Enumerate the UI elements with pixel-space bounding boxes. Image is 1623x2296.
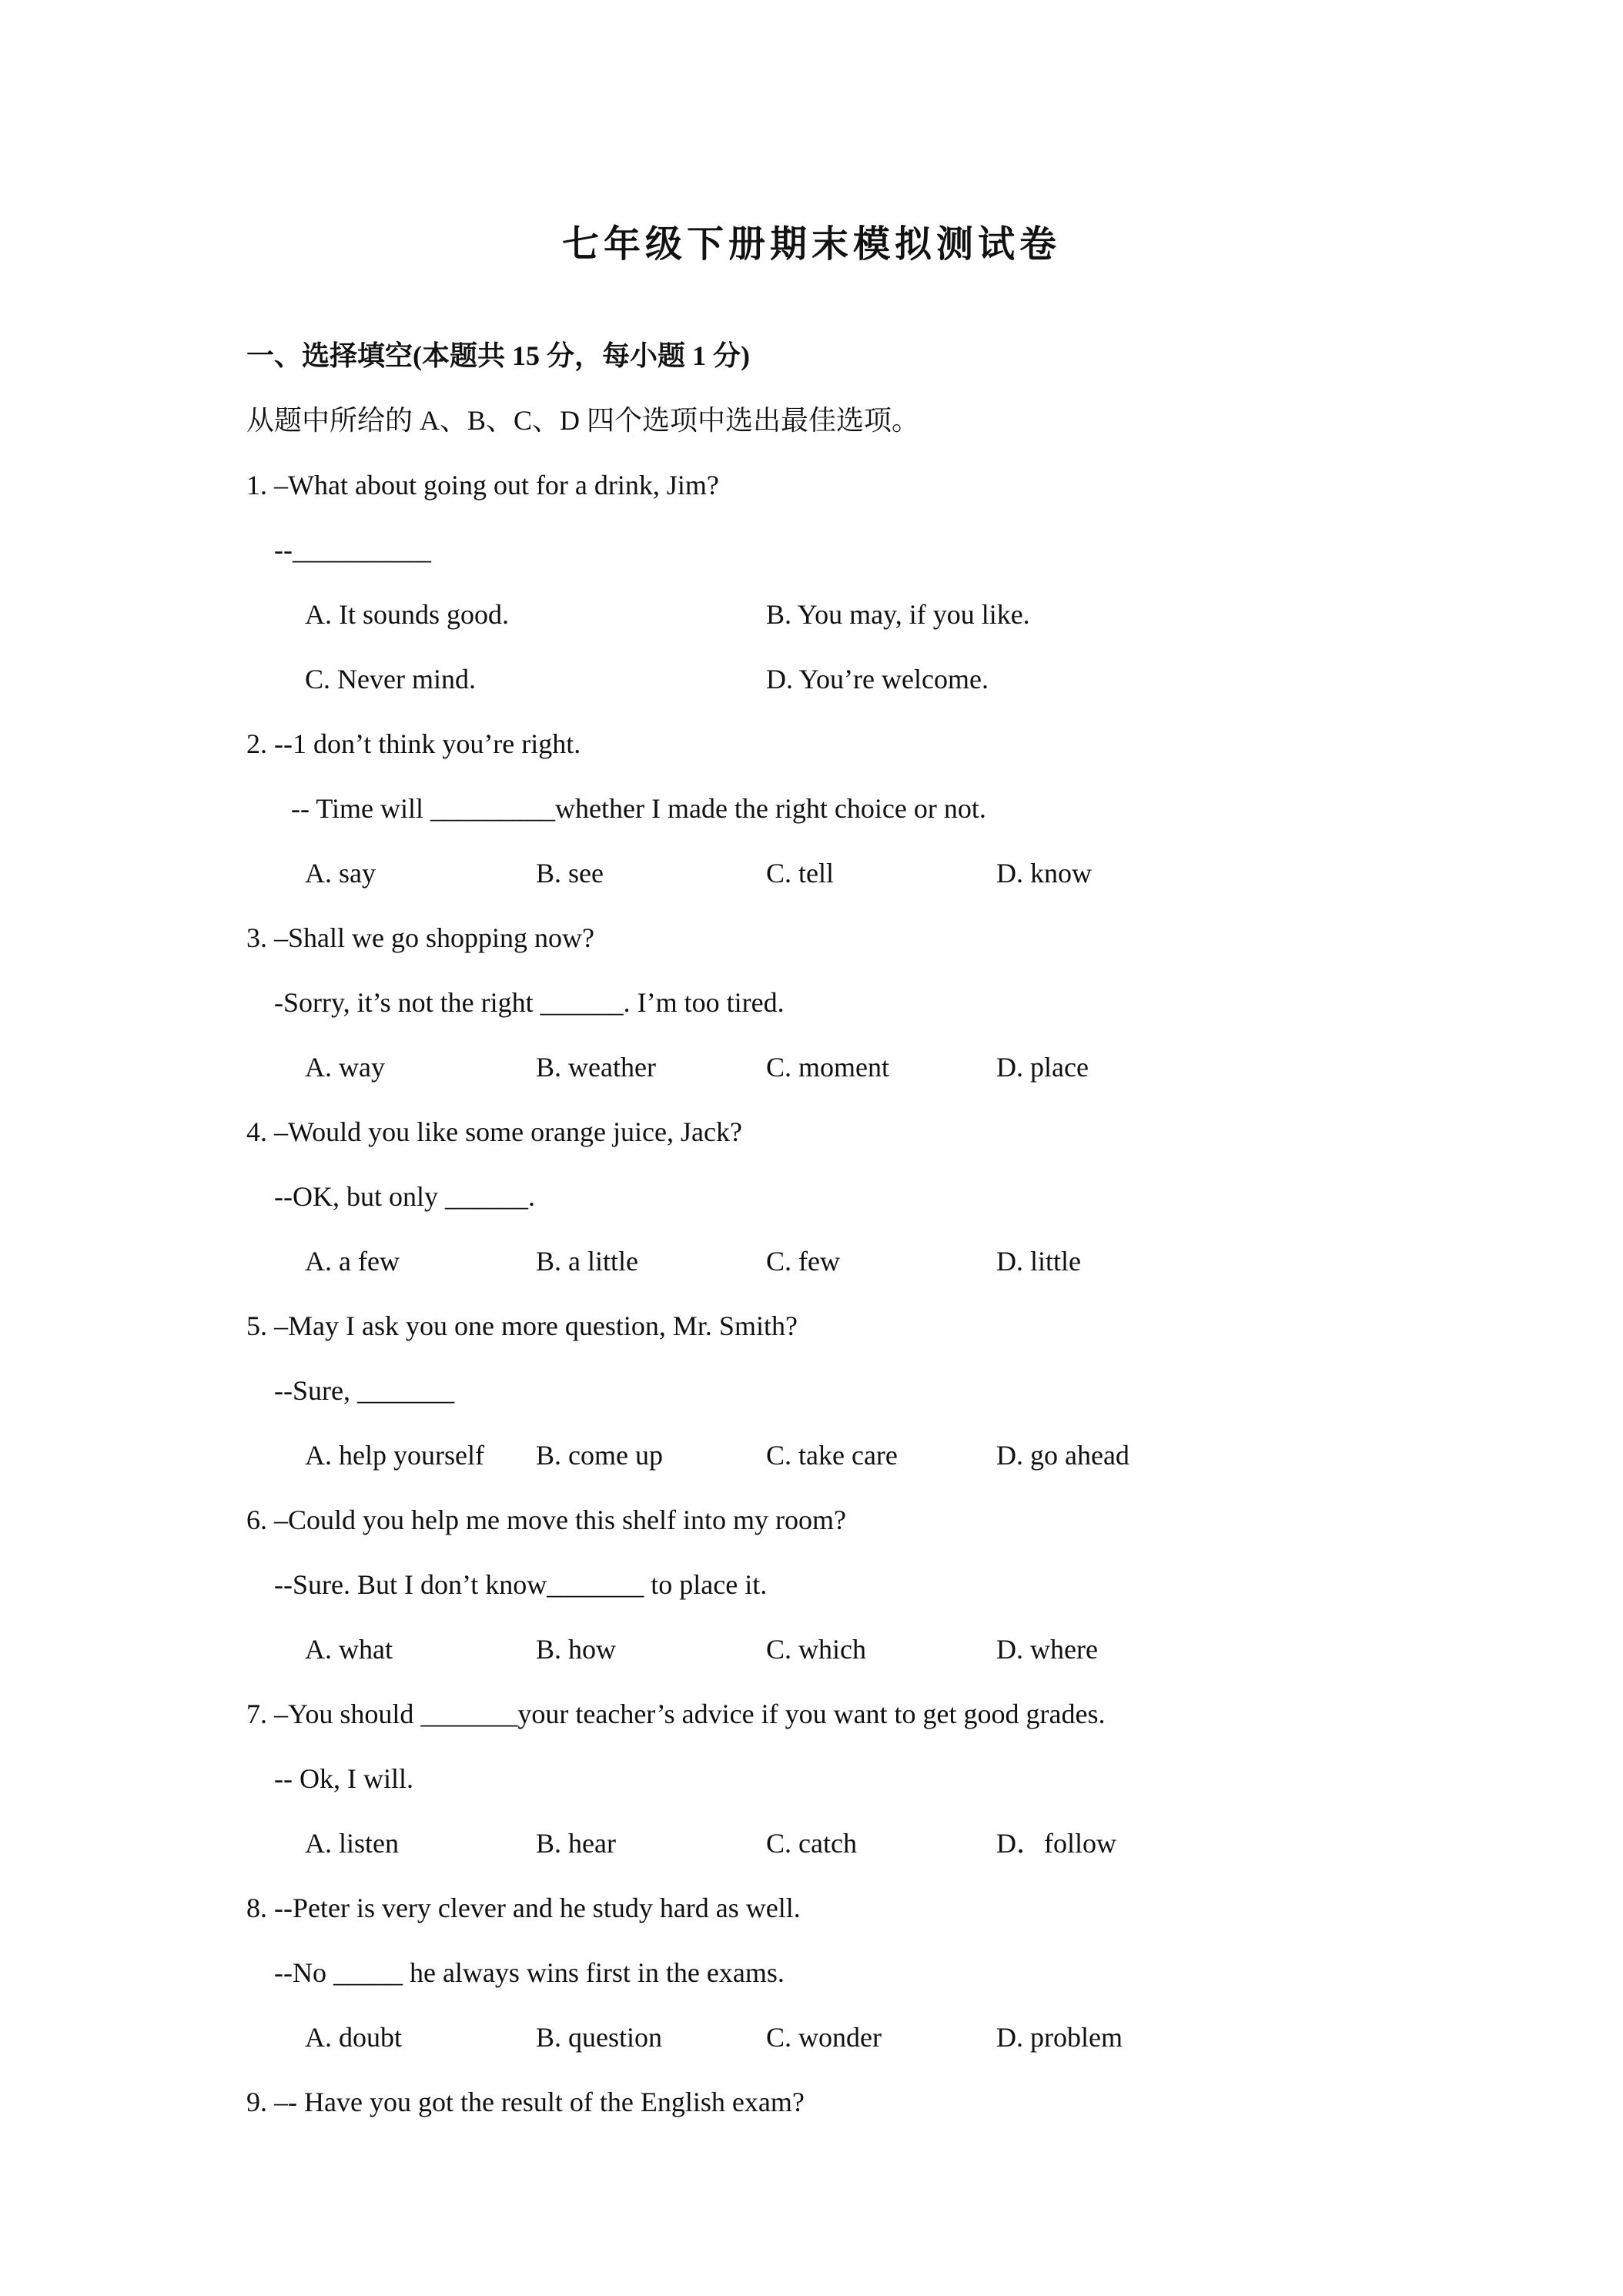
option-a: A. what	[305, 1634, 393, 1665]
option-b: B. question	[536, 2022, 663, 2053]
option-a: A. help yourself	[305, 1440, 484, 1471]
section-heading: 一、选择填空(本题共 15 分，每小题 1 分)	[246, 340, 750, 371]
page-title: 七年级下册期末模拟测试卷	[561, 224, 1061, 265]
question-5-stem: 5. –May I ask you one more question, Mr. Smith?	[246, 1310, 798, 1341]
option-d: D. little	[996, 1246, 1081, 1277]
option-c: C. tell	[766, 858, 834, 889]
option-d: D. You’re welcome.	[766, 664, 989, 694]
option-b: B. weather	[536, 1052, 656, 1083]
option-a: A. a few	[305, 1246, 400, 1277]
question-4-stem: 4. –Would you like some orange juice, Jack?	[246, 1116, 742, 1147]
option-c: C. catch	[766, 1828, 857, 1859]
option-b: B. see	[536, 858, 604, 889]
option-b: B. how	[536, 1634, 617, 1665]
question-8-stem: 8. --Peter is very clever and he study hard as well.	[246, 1893, 801, 1923]
question-6-reply: --Sure. But I don’t know_______ to place it.	[274, 1569, 768, 1600]
option-a: A. way	[305, 1052, 385, 1083]
question-6-stem: 6. –Could you help me move this shelf into my room?	[246, 1504, 846, 1535]
question-1-reply: --__________	[274, 534, 431, 565]
option-d: D. where	[996, 1634, 1098, 1665]
question-7-stem: 7. –You should _______your teacher’s advice if you want to get good grades.	[246, 1699, 1106, 1729]
question-3-stem: 3. –Shall we go shopping now?	[246, 922, 594, 953]
option-a: A. It sounds good.	[305, 599, 510, 630]
option-b: B. come up	[536, 1440, 663, 1471]
section-instruction: 从题中所给的 A、B、C、D 四个选项中选出最佳选项。	[246, 405, 920, 436]
option-c: C. few	[766, 1246, 840, 1277]
option-c: C. moment	[766, 1052, 889, 1083]
question-2-reply: -- Time will _________whether I made the right choice or not.	[291, 793, 986, 824]
option-d: D. problem	[996, 2022, 1123, 2053]
option-c: C. which	[766, 1634, 866, 1665]
option-d: D．follow	[996, 1828, 1116, 1859]
question-5-reply: --Sure, _______	[274, 1375, 454, 1406]
option-d: D. place	[996, 1052, 1089, 1083]
option-b: B. You may, if you like.	[766, 599, 1030, 630]
question-9-stem: 9. –- Have you got the result of the English exam?	[246, 2087, 805, 2117]
question-3-reply: -Sorry, it’s not the right ______. I’m too tired.	[274, 987, 785, 1018]
option-b: B. hear	[536, 1828, 616, 1859]
option-b: B. a little	[536, 1246, 638, 1277]
question-7-reply: -- Ok, I will.	[274, 1763, 413, 1794]
option-c: C. wonder	[766, 2022, 882, 2053]
option-a: A. listen	[305, 1828, 399, 1859]
option-a: A. doubt	[305, 2022, 402, 2053]
question-4-reply: --OK, but only ______.	[274, 1181, 535, 1212]
option-a: A. say	[305, 858, 376, 889]
option-c: C. take care	[766, 1440, 898, 1471]
question-2-stem: 2. --1 don’t think you’re right.	[246, 728, 581, 759]
question-8-reply: --No _____ he always wins first in the exams.	[274, 1957, 785, 1988]
option-d: D. know	[996, 858, 1092, 889]
option-d: D. go ahead	[996, 1440, 1129, 1471]
question-1-stem: 1. –What about going out for a drink, Jim?	[246, 470, 719, 500]
option-c: C. Never mind.	[305, 664, 476, 694]
